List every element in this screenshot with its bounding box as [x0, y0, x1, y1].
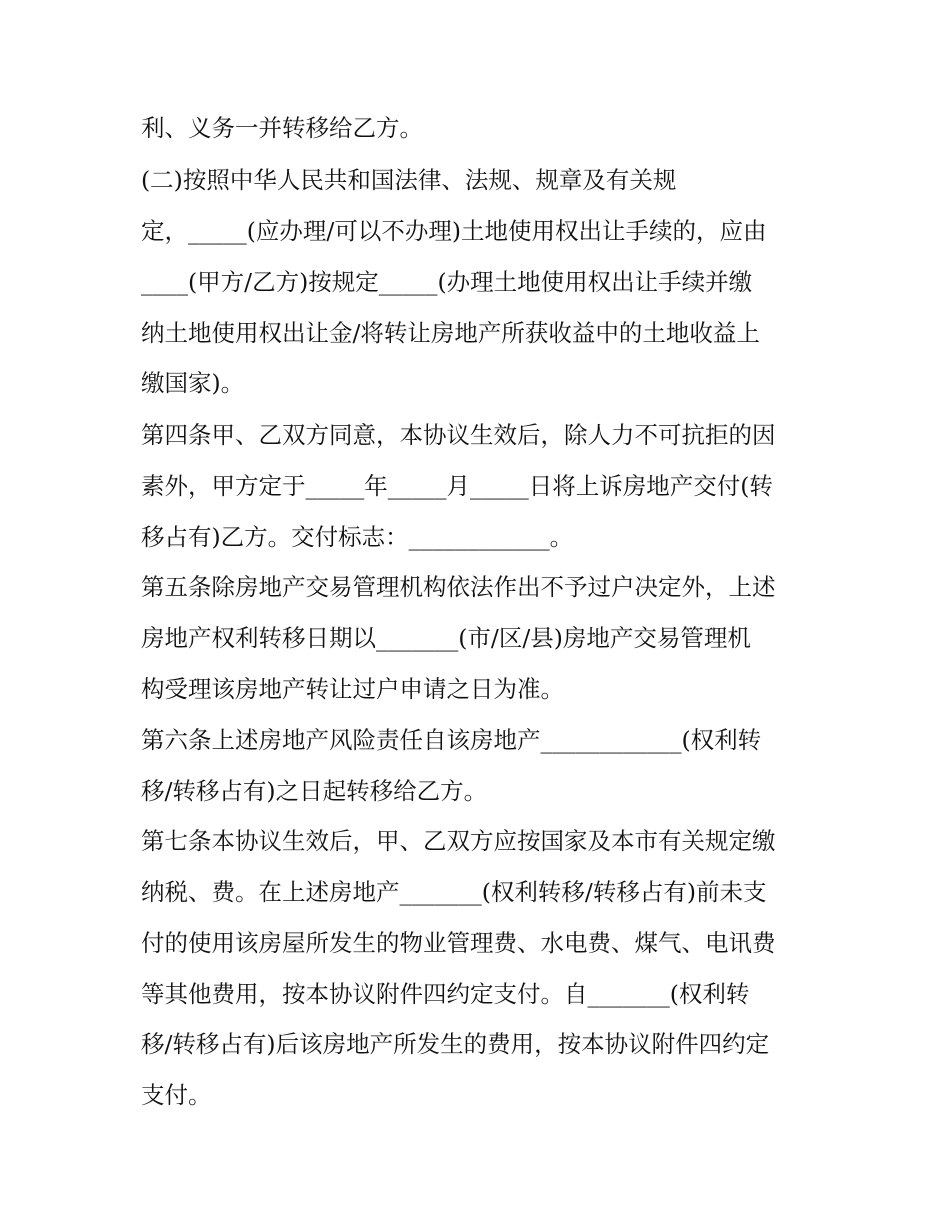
text-line: 移/转移占有)后该房地产所发生的费用，按本协议附件四约定	[141, 1030, 770, 1058]
text-line: (二)按照中华人民共和国法律、法规、规章及有关规	[141, 166, 677, 194]
text-line: 纳土地使用权出让金/将转让房地产所获收益中的土地收益上	[141, 319, 760, 347]
text-line: 等其他费用，按本协议附件四约定支付。自_______(权利转	[141, 980, 750, 1008]
text-line: 缴国家)。	[141, 369, 245, 397]
text-line: 构受理该房地产转让过户申请之日为准。	[141, 675, 564, 703]
text-line: 第六条上述房地产风险责任自该房地产____________(权利转	[141, 726, 762, 754]
text-line: ____(甲方/乙方)按规定_____(办理土地使用权出让手续并缴	[141, 268, 753, 296]
text-line: 房地产权利转移日期以_______(市/区/县)房地产交易管理机	[141, 624, 751, 652]
text-line: 第四条甲、乙双方同意，本协议生效后，除人力不可抗拒的因	[141, 421, 776, 449]
text-line: 定，_____(应办理/可以不办理)土地使用权出让手续的，应由	[141, 217, 767, 245]
text-line: 第五条除房地产交易管理机构依法作出不予过户决定外，上述	[141, 573, 776, 601]
text-line: 支付。	[141, 1081, 212, 1109]
text-line: 付的使用该房屋所发生的物业管理费、水电费、煤气、电讯费	[141, 929, 776, 957]
text-line: 移占有)乙方。交付标志：____________。	[141, 523, 574, 551]
text-line: 素外，甲方定于_____年_____月_____日将上诉房地产交付(转	[141, 472, 773, 500]
text-line: 移/转移占有)之日起转移给乙方。	[141, 777, 488, 805]
text-line: 利、义务一并转移给乙方。	[141, 114, 423, 142]
text-line: 第七条本协议生效后，甲、乙双方应按国家及本市有关规定缴	[141, 827, 776, 855]
text-line: 纳税、费。在上述房地产_______(权利转移/转移占有)前未支	[141, 878, 767, 906]
